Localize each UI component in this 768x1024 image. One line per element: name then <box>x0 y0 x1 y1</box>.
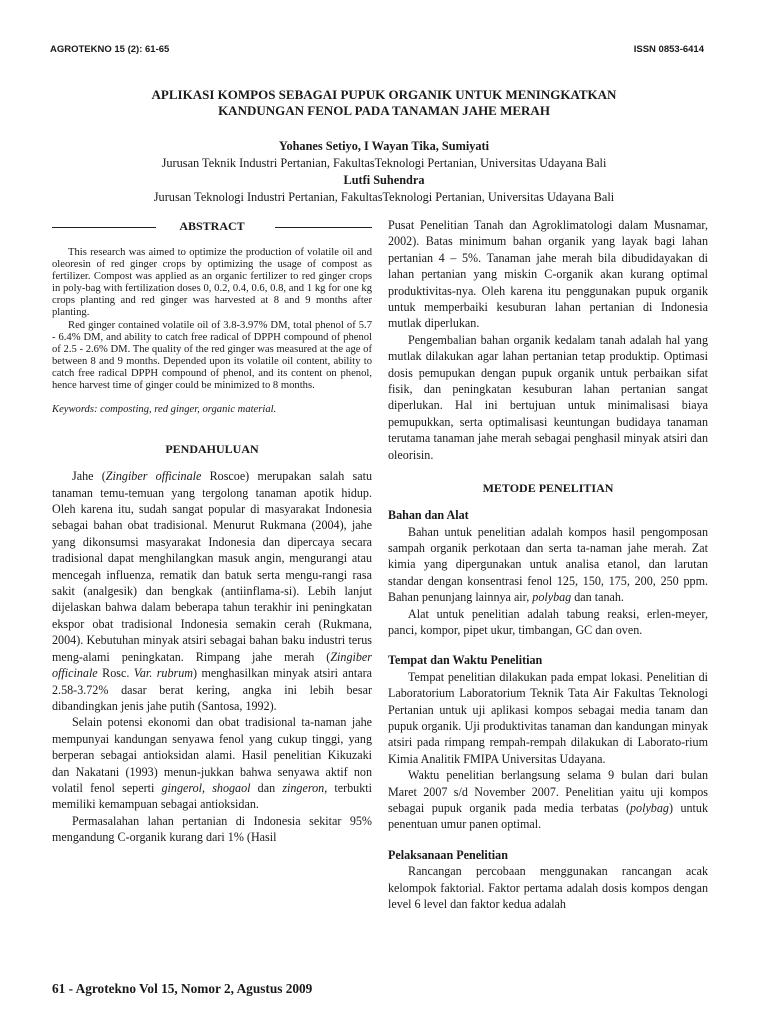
right-column <box>388 217 708 912</box>
abstract <box>52 247 372 416</box>
abstract-paragraph-2: Red ginger contained volatile oil of 3.8-3.97% DM, total phenol of 5.7 - 6.4% DM, and ability to catch free radical of DPPH compound of phenol of 2.5 - 2.6% DM. The quality of the red ginger was measured at the age of between 8 and 9 months. Depended upon its volatile oil content, ability to catch free radical DPPH compound of phenol, and its content on phenol, hence harvest time of ginger could be minimized to 8 months. <box>52 319 372 392</box>
affiliation-1: Jurusan Teknik Industri Pertanian, FakultasTeknologi Pertanian, Universitas Udayana Bali <box>161 156 607 170</box>
author-names-1: Yohanes Setiyo, I Wayan Tika, Sumiyati <box>278 139 490 153</box>
pendahuluan-paragraph-3: Permasalahan lahan pertanian di Indonesia sekitar 95% mengandung C-organik kurang dari 1% (Hasil <box>52 813 372 845</box>
author-names-2: Lutfi Suhendra <box>343 173 425 187</box>
tempat-paragraph-2: Waktu penelitian berlangsung selama 9 bulan dari bulan Maret 2007 s/d November 2007. Penelitian yaitu uji kompos sebagai pupuk organik pada media terbatas (polybag) untuk penentuan umur panen optimal. <box>388 768 708 832</box>
pengembalian-paragraph: Pengembalian bahan organik kedalam tanah adalah hal yang mutlak dilakukan agar lahan pertanian tetap produktip. Optimasi dosis pemupukan dengan pupuk organik untuk perbaikan sifat fisik, dan peningkatan kesuburan lahan pertanian sangat diperlukan. Hal ini bertujuan untuk minimalisasi biaya pemupukkan, serta optimalisasi keuntungan budidaya tanaman terutama tanaman jahe merah sebagai penghasil minyak atsiri dan oleorisin. <box>388 332 708 462</box>
abstract-rule-right <box>275 227 372 228</box>
affiliation-2: Jurusan Teknologi Industri Pertanian, FakultasTeknologi Pertanian, Universitas Udayana Bali <box>153 190 615 204</box>
title-line-2: KANDUNGAN FENOL PADA TANAMAN JAHE MERAH <box>218 102 550 118</box>
keywords: Keywords: composting, red ginger, organic material. <box>52 404 277 416</box>
left-column <box>52 217 372 846</box>
section-heading-metode: METODE PENELITIAN <box>482 481 614 496</box>
author-block <box>70 138 698 206</box>
page-footer: 61 - Agrotekno Vol 15, Nomor 2, Agustus 2009 <box>52 981 313 996</box>
running-header <box>50 44 704 60</box>
pelaksanaan-paragraph-1: Rancangan percobaan menggunakan rancangan acak kelompok faktorial. Faktor pertama adalah dosis kompos dengan level 6 level dan faktor kedua adalah <box>388 864 708 912</box>
pendahuluan-paragraph-2: Selain potensi ekonomi dan obat tradisional ta-naman jahe mempunyai kandungan senyawa fenol yang cukup tinggi, yang berperan sebagai antioksidan alami. Hasil penelitian Kikuzaki dan Nakatani (1993) menun-jukkan bahwa senyawa aktif non volatil fenol seperti gingerol, shogaol dan zingeron, terbukti memiliki kemampuan sebagai antioksidan. <box>52 715 372 812</box>
issn: ISSN 0853-6414 <box>633 44 704 55</box>
abstract-heading: ABSTRACT <box>179 219 245 233</box>
bahan-paragraph-2: Alat untuk penelitian adalah tabung reaksi, erlen-meyer, panci, kompor, pipet ukur, timbangan, GC dan oven. <box>388 606 708 637</box>
pendahuluan-paragraph-1: Jahe (Zingiber officinale Roscoe) merupakan salah satu tanaman temu-temuan yang tergolong tanaman apotik hidup. Oleh karena itu, sudah sangat popular di masyarakat Indonesia sebagai bahan obat tradisional. Menurut Rukmana (2004), jahe yang dikonsumsi masyarakat Indonesia dan dipercaya secara tradisional dapat menghilangkan masuk angin, mengurangi atau mencegah influenza, rematik dan batuk serta mengu-rangi rasa sakit (analgesik) dan bengkak (antiinflama-si). Lebih lanjut dijelaskan bahwa dalam beberapa tahun terakhir ini peningkatan ekspor obat tradisional Indonesia semakin cerah (Rukmana, 2004). Kebutuhan minyak atsiri sebagai bahan baku industri terus meng-alami peningkatan. Rimpang jahe merah (Zingiber officinale Rosc. Var. rubrum) menghasilkan minyak atsiri antara 2.58-3.72% dasar berat kering, angka ini lebih besar dibandingkan jenis jahe putih (Santosa, 1992). <box>52 469 372 713</box>
subheading-pelaksanaan: Pelaksanaan Penelitian <box>388 847 508 862</box>
abstract-heading-row <box>52 217 372 237</box>
subheading-bahan-dan-alat: Bahan dan Alat <box>388 508 469 523</box>
bahan-paragraph-1: Bahan untuk penelitian adalah kompos hasil pengomposan sampah organik perkotaan dan serta ta-naman jahe merah. Zat kimia yang dipergunakan untuk analisa etanol, dan larutan standar dengan konsentrasi fenol 125, 150, 175, 200, 250 ppm. Bahan penunjang lainnya air, polybag dan tanah. <box>388 524 708 605</box>
section-heading-pendahuluan: PENDAHULUAN <box>165 442 259 457</box>
subheading-tempat-dan-waktu: Tempat dan Waktu Penelitian <box>388 653 543 668</box>
paper-title <box>70 87 698 118</box>
title-line-1: APLIKASI KOMPOS SEBAGAI PUPUK ORGANIK UNTUK MENINGKATKAN <box>151 87 617 102</box>
continuation-paragraph: Pusat Penelitian Tanah dan Agroklimatologi dalam Musnamar, 2002). Batas minimum bahan organik yang layak bagi lahan pertanian 4 – 5%. Tanaman jahe merah bila dibudidayakan di lahan pertanian yang miskin C-organik akan kurang optimal produktivitas-nya. Oleh karena itu penggunakan pupuk organik untuk memperbaiki kesuburan lahan pertanian di Indonesia mutlak diperlukan. <box>388 218 708 331</box>
abstract-paragraph-1: This research was aimed to optimize the production of volatile oil and oleoresin of red ginger crops by optimizing the usage of compost as fertilizer. Compost was applied as an organic fertilizer to red ginger crops in poly-bag with fertilization doses 0, 0.2, 0.4, 0.6, 0.8, and 1 kg for one kg crops planting and red ginger was harvested at 8 and 9 months after planting. <box>52 247 372 319</box>
tempat-paragraph-1: Tempat penelitian dilakukan pada empat lokasi. Penelitian di Laboratorium Laboratorium Teknik Tata Air Fakultas Teknologi Pertanian untuk uji aplikasi kompos sebagai media tanam dan pupuk organik. Uji produktivitas tanaman dan kandungan minyak atsiri pada rimpang rempah-rempah dilakukan di Laborato-rium Kimia Analitik FMIPA Universitas Udayana. <box>388 669 708 766</box>
journal-citation: AGROTEKNO 15 (2): 61-65 <box>50 44 170 55</box>
